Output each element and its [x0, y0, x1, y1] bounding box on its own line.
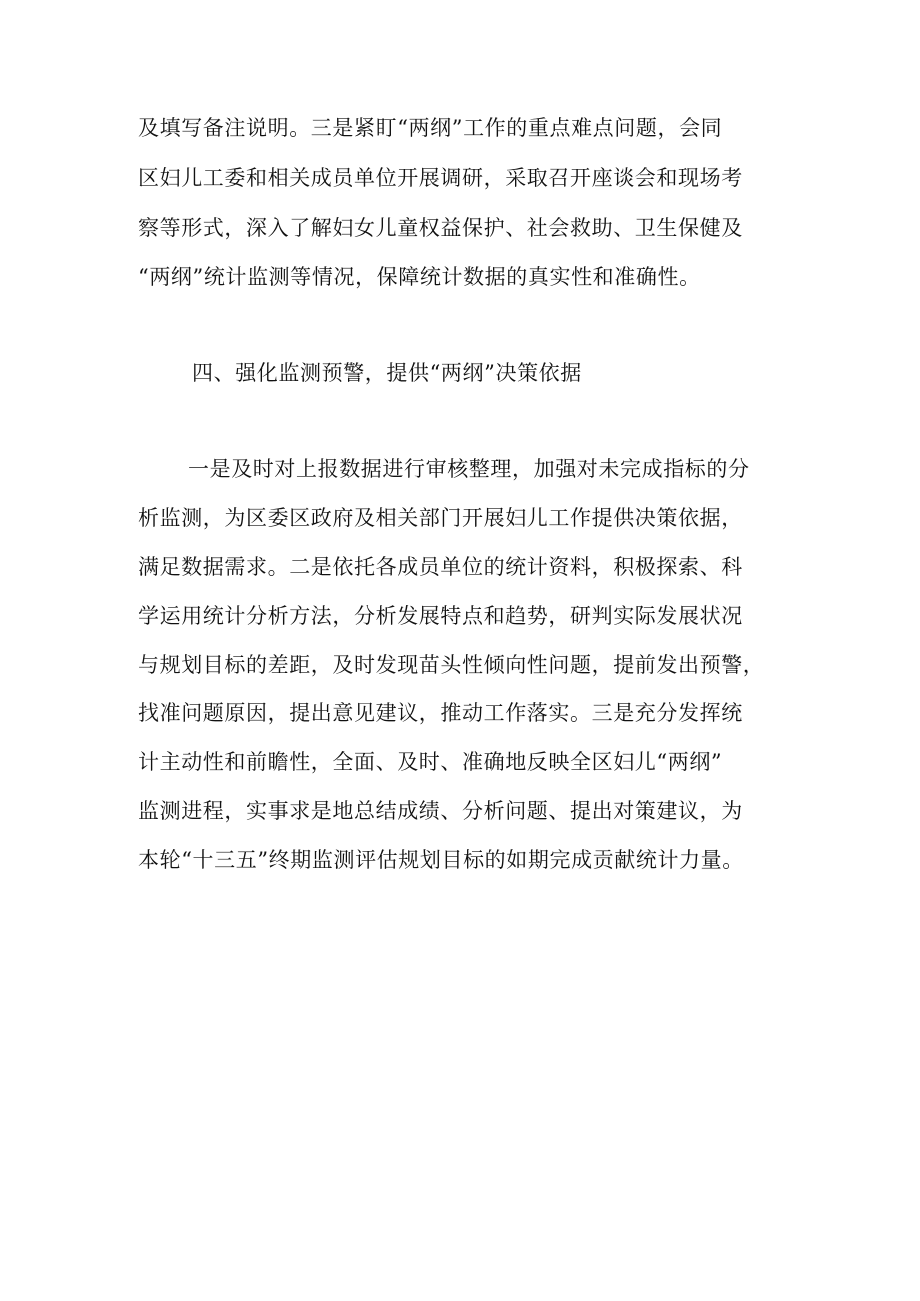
paragraph-2-line-8: 监测进程，实事求是地总结成绩、分析问题、提出对策建议，为: [138, 799, 743, 823]
section-heading-4: 四、强化监测预警，提供“两纲”决策依据: [192, 361, 582, 385]
paragraph-2-line-7: 计主动性和前瞻性，全面、及时、准确地反映全区妇儿“两纲”: [138, 750, 723, 774]
paragraph-1-line-2: 区妇儿工委和相关成员单位开展调研，采取召开座谈会和现场考: [138, 166, 743, 190]
paragraph-2-line-5: 与规划目标的差距，及时发现苗头性倾向性问题，提前发出预警，: [138, 653, 765, 677]
paragraph-1-line-1: 及填写备注说明。三是紧盯“两纲”工作的重点难点问题，会同: [138, 116, 723, 140]
paragraph-2-line-2: 析监测，为区委区政府及相关部门开展妇儿工作提供决策依据，: [138, 506, 743, 530]
paragraph-2-line-1: 一是及时对上报数据进行审核整理，加强对未完成指标的分: [188, 457, 750, 481]
paragraph-1-line-4: “两纲”统计监测等情况，保障统计数据的真实性和准确性。: [138, 265, 701, 289]
paragraph-2-line-3: 满足数据需求。二是依托各成员单位的统计资料，积极探索、科: [138, 555, 743, 579]
paragraph-2-line-4: 学运用统计分析方法，分析发展特点和趋势，研判实际发展状况: [138, 604, 743, 628]
paragraph-2-line-6: 找准问题原因，提出意见建议，推动工作落实。三是充分发挥统: [138, 701, 743, 725]
paragraph-2-line-9: 本轮“十三五”终期监测评估规划目标的如期完成贡献统计力量。: [138, 848, 744, 872]
paragraph-1-line-3: 察等形式，深入了解妇女儿童权益保护、社会救助、卫生保健及: [138, 216, 743, 240]
